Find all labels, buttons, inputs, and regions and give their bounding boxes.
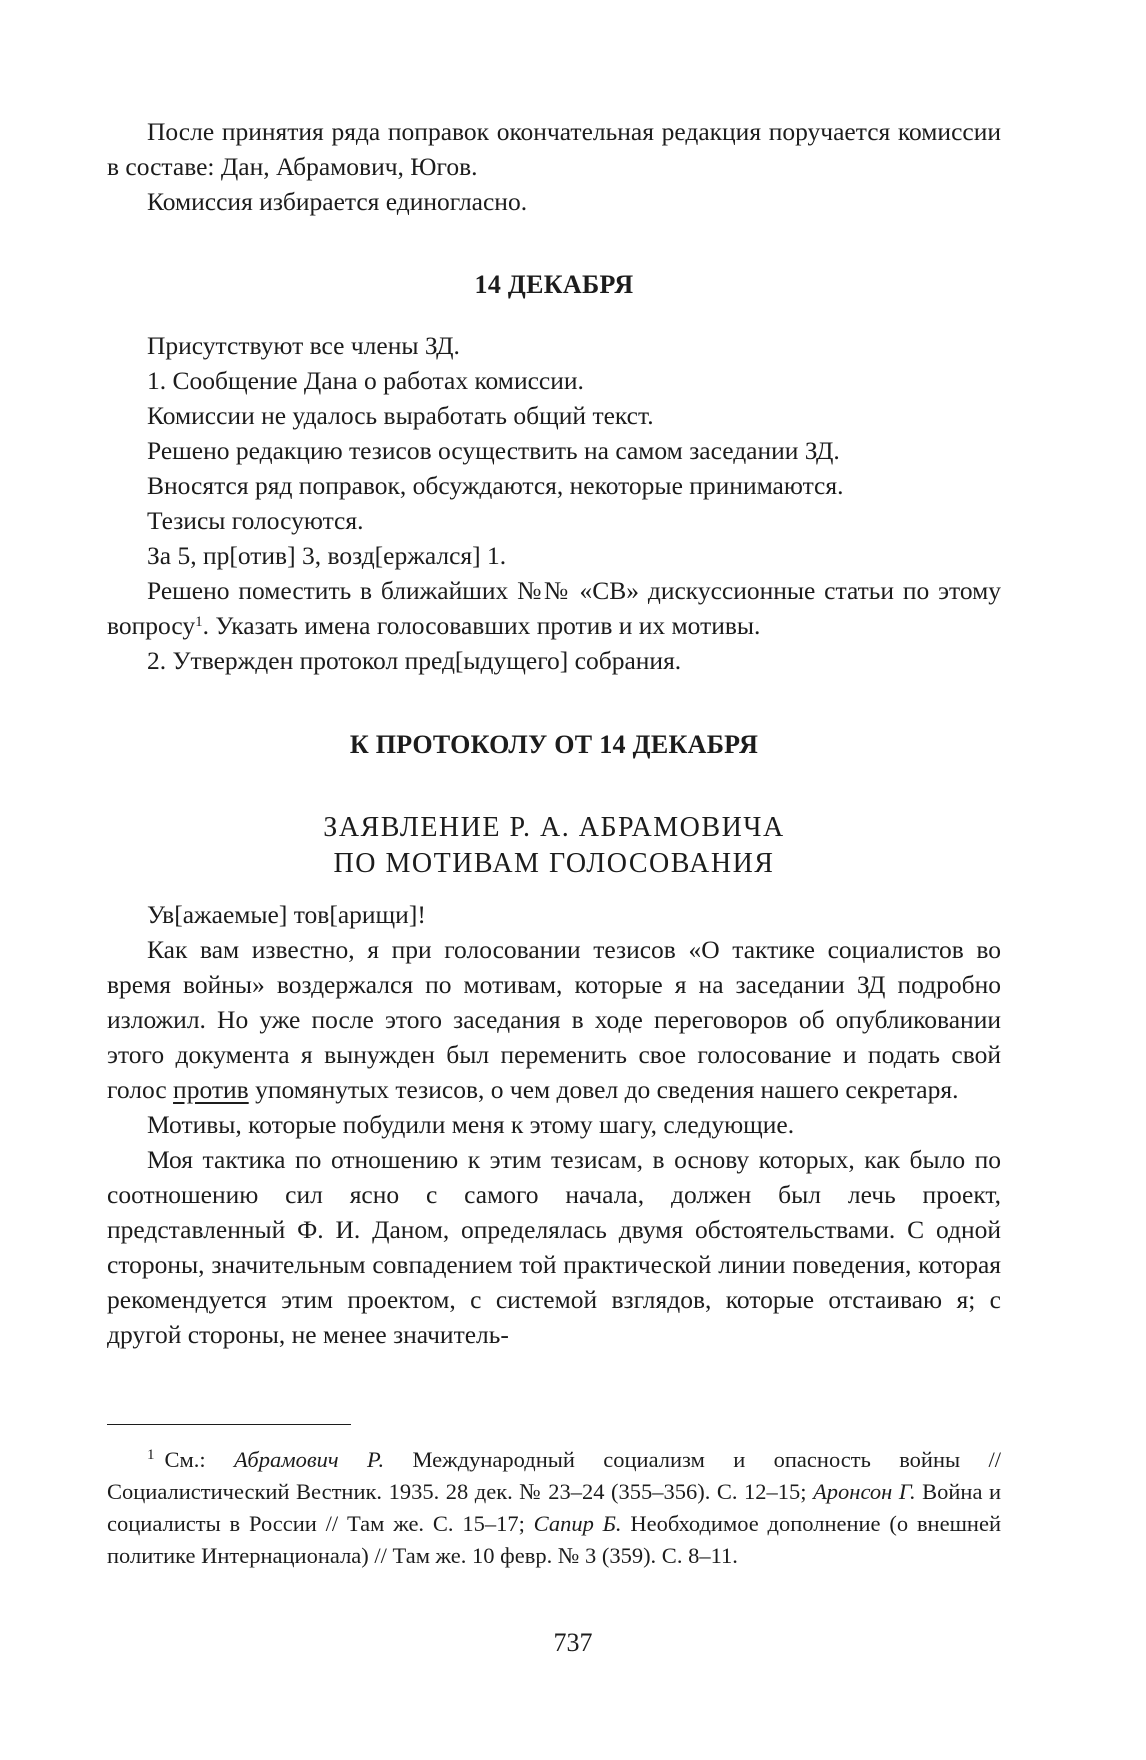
footnote-reference: 1 [195,614,203,630]
minutes-block [107,328,1001,678]
paragraph: После принятия ряда поправок окончательная редакция поручается комиссии в составе: Дан, Абрамович, Югов. [107,117,1001,181]
statement-title [107,810,1001,882]
footnote-author: Сапир Б. [533,1511,622,1536]
salutation: Ув[ажаемые] тов[арищи]! [147,900,426,929]
minutes-line: Решено редакцию тезисов осуществить на самом заседании ЗД. [147,436,840,465]
statement-title-line-1: ЗАЯВЛЕНИЕ Р. А. АБРАМОВИЧА [323,812,785,843]
statement-title-line-2: ПО МОТИВАМ ГОЛОСОВАНИЯ [333,848,775,879]
section-protocol-addendum [107,730,1001,760]
paragraph: Комиссия избирается единогласно. [147,187,528,216]
paragraph [107,932,1001,1107]
decision-paragraph [107,573,1001,643]
section-heading: 14 ДЕКАБРЯ [474,270,634,299]
minutes-line: За 5, пр[отив] 3, возд[ержался] 1. [147,541,507,570]
paragraph: Моя тактика по отношению к этим тезисам, в основу которых, как было по соотношению сил ясно с самого начала, должен был лечь проект, представленный Ф. И. Даном, определялась двумя обстоятельствами. С одной стороны, значительным совпадением той практической линии поведения, которая рекомендуется этим проектом, с системой взглядов, которые отстаиваю я; с другой стороны, не менее значитель- [107,1145,1001,1349]
page-number: 737 [553,1628,593,1657]
underlined-word: против [173,1075,249,1104]
footnote [107,1444,1001,1572]
minutes-line: Присутствуют все члены ЗД. [147,331,460,360]
section-heading: К ПРОТОКОЛУ ОТ 14 ДЕКАБРЯ [349,730,759,759]
footnote-segment: Необходимое дополнение (о внешней политике Интернационала) // Там же. 10 февр. № 3 (359). С. 8–11. [107,1511,1001,1568]
statement-body [107,897,1001,1352]
section-14-december [107,270,1001,300]
footnote-number: 1 [147,1447,155,1463]
footnote-divider [107,1424,351,1425]
footnote-author: Абрамович Р. [234,1447,385,1472]
paragraph-text: Как вам известно, я при голосовании тезисов «О тактике социалистов во время войны» воздержался по мотивам, которые я на заседании ЗД подробно изложил. Но уже после этого заседания в ходе переговоров об опубликовании этого документа я вынужден был переменить свое голосование и подать свой голос [107,935,1001,1104]
footnote-segment: Война и социалисты в России // Там же. С. 15–17; [107,1479,1002,1536]
paragraph-text: упомянутых тезисов, о чем довел до сведения нашего секретаря. [248,1075,959,1104]
minutes-line: Вносятся ряд поправок, обсуждаются, некоторые принимаются. [147,471,844,500]
opening-block [107,114,1001,219]
paragraph: Мотивы, которые побудили меня к этому шагу, следующие. [147,1110,795,1139]
decision-text-continued: . Указать имена голосовавших против и их мотивы. [202,611,761,640]
footnote-text [107,1444,1001,1572]
minutes-line: Тезисы голосуются. [147,506,364,535]
decision-text: Решено поместить в ближайших №№ «СВ» дискуссионные статьи по этому вопросу [107,576,1001,640]
minutes-line: 2. Утвержден протокол пред[ыдущего] собрания. [147,646,682,675]
footnote-author: Аронсон Г. [813,1479,916,1504]
minutes-line: 1. Сообщение Дана о работах комиссии. [147,366,584,395]
footnote-segment: См.: [164,1447,234,1472]
footnote-segment: Международный социализм и опасность войны // Социалистический Вестник. 1935. 28 дек. № 23–24 (355–356). С. 12–15; [107,1447,1001,1504]
minutes-line: Комиссии не удалось выработать общий текст. [147,401,654,430]
